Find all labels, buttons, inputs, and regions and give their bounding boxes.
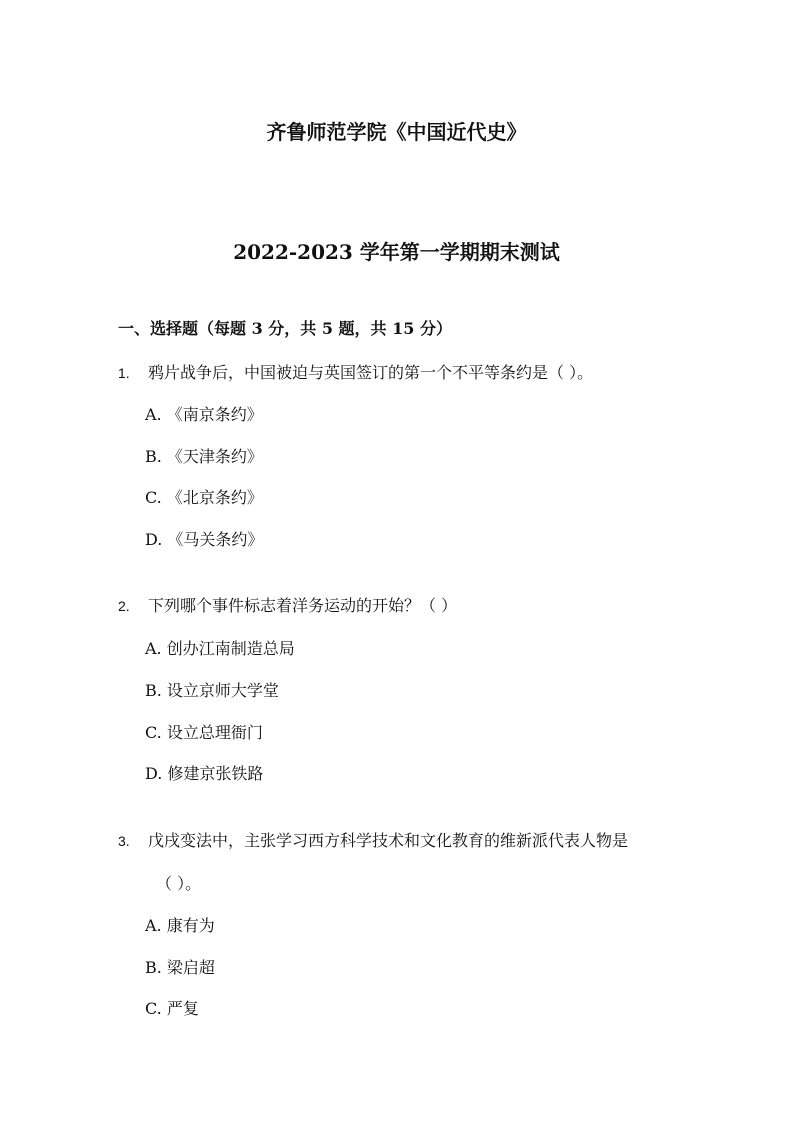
question-number: 1. [118,365,130,381]
option-2a: A. 创办江南制造总局 [145,639,295,658]
option-1b: B. 《天津条约》 [145,447,263,466]
question-3 [118,830,628,852]
option-3a: A. 康有为 [145,916,215,935]
option-2d: D. 修建京张铁路 [145,764,264,783]
question-2 [118,595,457,617]
option-1c: C. 《北京条约》 [145,488,263,507]
question-number: 2. [118,598,130,614]
question-text: 戊戌变法中，主张学习西方科学技术和文化教育的维新派代表人物是 [148,831,629,850]
question-text: 下列哪个事件标志着洋务运动的开始？（ ） [148,596,458,615]
document-title: 齐鲁师范学院《中国近代史》 [266,120,527,144]
option-3c: C. 严复 [145,999,199,1018]
option-1d: D. 《马关条约》 [145,530,264,549]
question-1 [118,362,593,384]
option-1a: A. 《南京条约》 [145,405,263,424]
section-heading: 一、选择题（每题 3 分，共 5 题，共 15 分） [118,319,452,338]
exam-subtitle: 2022-2023 学年第一学期期末测试 [233,240,560,264]
question-text: 鸦片战争后，中国被迫与英国签订的第一个不平等条约是（ ）。 [148,363,594,382]
question-3-continuation: （ ）。 [156,874,202,893]
option-3b: B. 梁启超 [145,958,215,977]
option-2b: B. 设立京师大学堂 [145,681,279,700]
option-2c: C. 设立总理衙门 [145,723,263,742]
question-number: 3. [118,833,130,849]
